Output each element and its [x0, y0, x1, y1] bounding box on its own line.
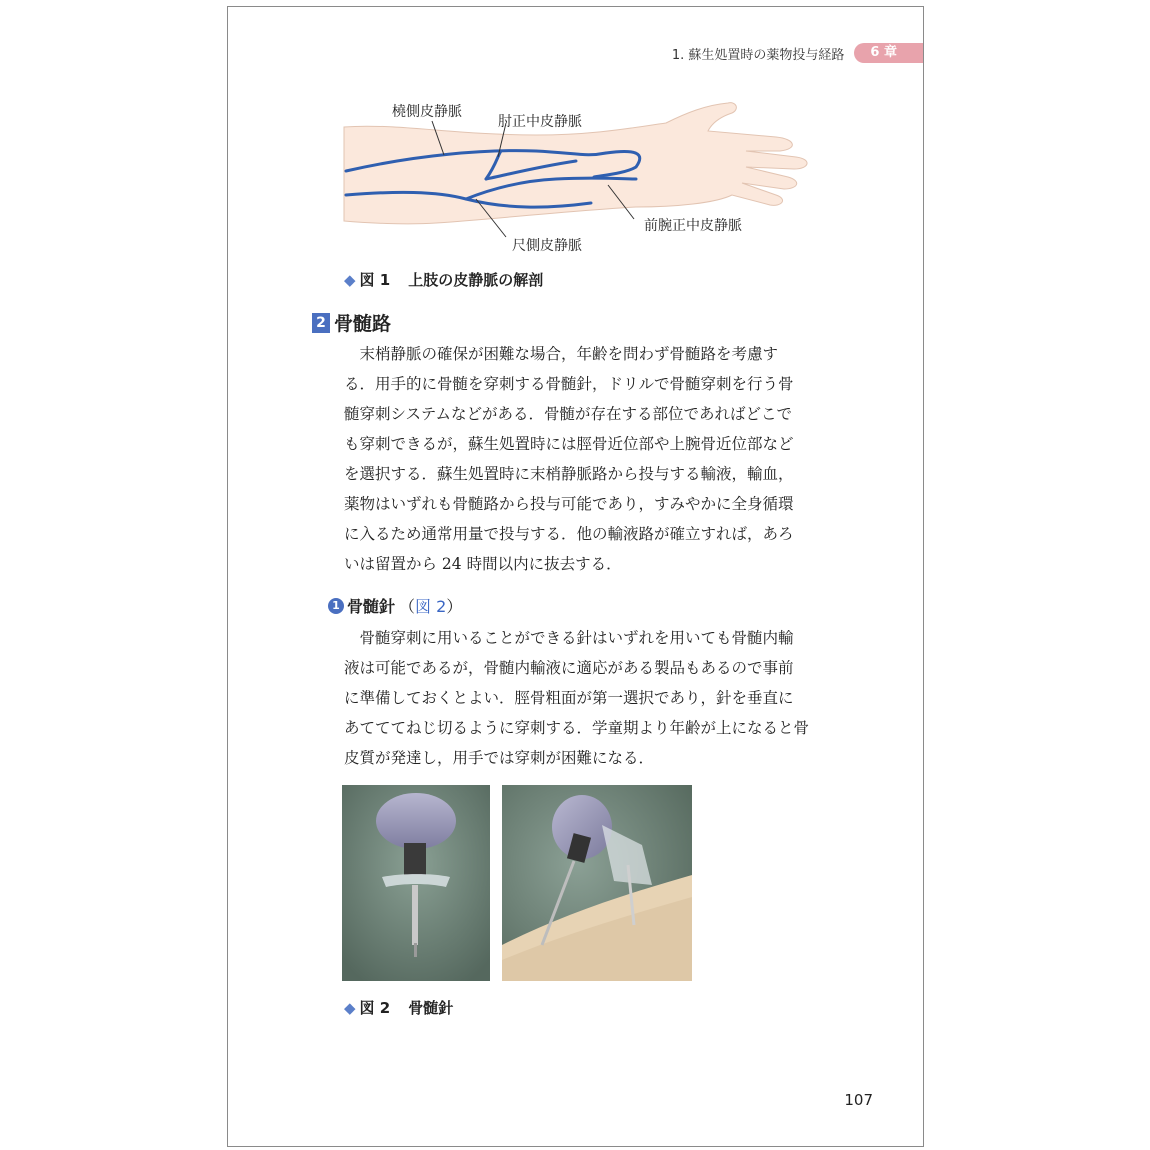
ref-close: ）	[446, 597, 463, 616]
figure2-number: 図 2	[359, 999, 391, 1017]
label-basilic-vein: 尺側皮静脈	[512, 238, 582, 254]
section-title: 骨髄路	[334, 313, 392, 335]
text-line: を選択する．蘇生処置時に末梢静脈路から投与する輸液，輸血，	[344, 465, 794, 483]
chapter-tab: 6 章	[854, 43, 923, 63]
text-line: 皮質が発達し，用手では穿刺が困難になる．	[344, 749, 655, 767]
text-line: 末梢静脈の確保が困難な場合，年齢を問わず骨髄路を考慮す	[344, 345, 779, 363]
paragraph-bone-marrow-route	[344, 339, 858, 579]
text-line: 薬物はいずれも骨髄路から投与可能であり，すみやかに全身循環	[344, 495, 794, 513]
figure1-title: 上肢の皮静脈の解剖	[408, 271, 544, 289]
figure2-title: 骨髄針	[408, 999, 454, 1017]
page-number: 107	[844, 1091, 873, 1109]
bone-marrow-needle-photo-2	[502, 785, 692, 981]
bone-marrow-needle-photo-1	[342, 785, 490, 981]
text-line: も穿刺できるが，蘇生処置時には脛骨近位部や上腕骨近位部など	[344, 435, 794, 453]
paragraph-bone-marrow-needle	[344, 623, 858, 773]
diamond-icon: ◆	[344, 270, 356, 289]
running-head	[672, 43, 923, 63]
section-heading	[312, 309, 391, 336]
figure2-caption	[344, 997, 453, 1018]
subsection-heading	[328, 594, 462, 617]
subsection-number: 1	[328, 598, 344, 614]
arm-vein-illustration	[336, 95, 816, 265]
text-line: 骨髄穿刺に用いることができる針はいずれを用いても骨髄内輸	[344, 629, 794, 647]
running-head-title: 1. 蘇生処置時の薬物投与経路	[671, 47, 845, 63]
text-line: 髄穿刺システムなどがある．骨髄が存在する部位であればどこで	[344, 405, 792, 423]
figure1-number: 図 1	[359, 271, 391, 289]
text-line: いは留置から 24 時間以内に抜去する．	[344, 555, 622, 573]
label-median-antebrachial-vein: 前腕正中皮静脈	[644, 218, 742, 234]
diamond-icon: ◆	[344, 998, 356, 1017]
section-number: 2	[312, 313, 330, 333]
subsection-title: 骨髄針	[347, 597, 396, 616]
label-median-cubital-vein: 肘正中皮静脈	[498, 114, 582, 130]
text-line: 液は可能であるが，骨髄内輸液に適応がある製品もあるので事前	[344, 659, 794, 677]
text-line: る．用手的に骨髄を穿刺する骨髄針，ドリルで骨髄穿刺を行う骨	[344, 375, 794, 393]
ref-open: （	[399, 597, 416, 616]
label-cephalic-vein: 橈側皮静脈	[392, 104, 462, 120]
text-line: あてててねじ切るように穿刺する．学童期より年齢が上になると骨	[344, 719, 810, 737]
text-line: に準備しておくとよい．脛骨粗面が第一選択であり，針を垂直に	[344, 689, 794, 707]
figure-reference	[399, 594, 462, 617]
text-line: に入るため通常用量で投与する．他の輸液路が確立すれば，あろ	[344, 525, 794, 543]
figure1-caption	[344, 269, 543, 290]
book-page	[227, 6, 924, 1147]
figure2-link[interactable]: 図 2	[415, 597, 447, 616]
